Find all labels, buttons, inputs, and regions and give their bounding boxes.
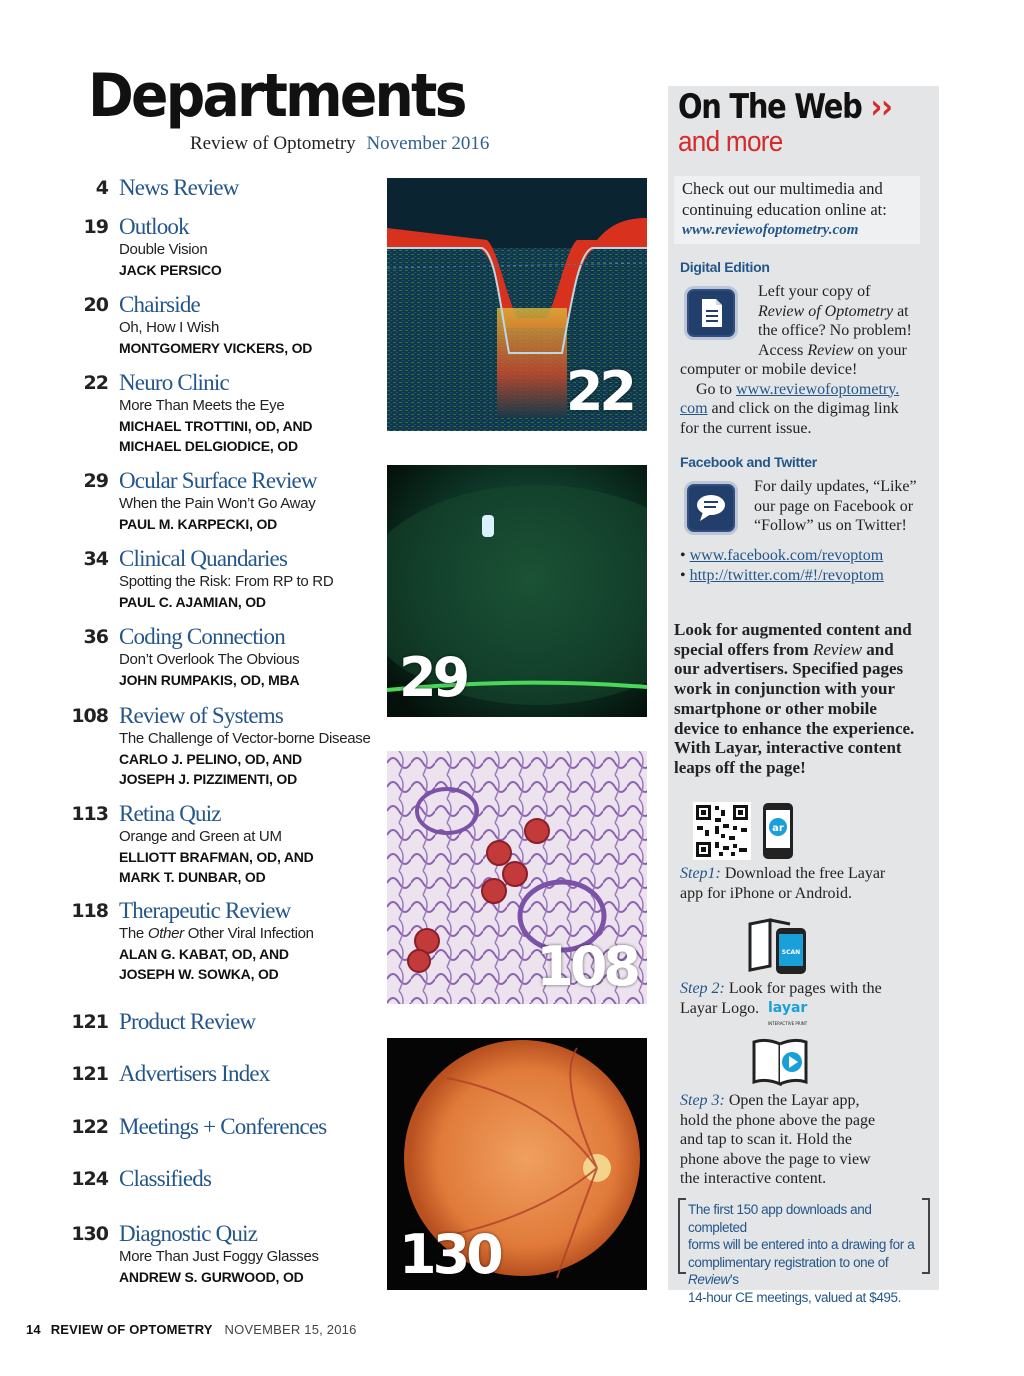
toc-page-number: 36	[83, 626, 108, 648]
magazine-name: Review of Optometry	[190, 133, 356, 154]
photo-page-label: 29	[399, 646, 467, 709]
toc-title[interactable]: Product Review	[119, 1009, 256, 1034]
smartphone-icon	[762, 802, 794, 865]
toc-title[interactable]: Retina Quiz	[119, 801, 221, 826]
toc-title[interactable]: Outlook	[119, 214, 189, 239]
document-icon-glyph	[687, 289, 735, 337]
qr-code-icon[interactable]	[693, 802, 751, 865]
toc-description: Double Vision	[119, 241, 208, 258]
step-text: Look for pages with the	[724, 980, 882, 997]
step-line	[680, 864, 885, 884]
digital-edition-text-part: Access	[758, 341, 808, 359]
augmented-content-text	[674, 620, 938, 778]
digital-edition-line: for the current issue.	[680, 419, 812, 437]
toc-page-number: 29	[83, 470, 108, 492]
promo-box	[678, 1198, 930, 1305]
multimedia-text-line: Check out our multimedia and	[682, 179, 883, 198]
toc-title[interactable]: Therapeutic Review	[119, 898, 291, 923]
toc-author: JOSEPH J. PIZZIMENTI, OD	[119, 771, 298, 787]
photo-ocular-surface[interactable]	[387, 465, 647, 717]
sidebar-subtitle: and more	[678, 126, 783, 158]
toc-title[interactable]: Diagnostic Quiz	[119, 1221, 258, 1246]
promo-text	[688, 1201, 920, 1306]
toc-title[interactable]: News Review	[119, 175, 239, 200]
twitter-link-row: • http://twitter.com/#!/revoptom	[680, 566, 884, 584]
augmented-text-line: work in conjunction with your	[674, 679, 896, 699]
toc-page-number: 113	[71, 803, 108, 825]
social-links	[680, 546, 884, 585]
footer-magazine: REVIEW OF OPTOMETRY	[50, 1322, 213, 1337]
multimedia-text	[682, 178, 887, 220]
step-label: Step1:	[680, 865, 721, 882]
toc-author: MICHAEL TROTTINI, OD, AND	[119, 418, 313, 434]
magazine-name-emphasis: Review	[807, 341, 854, 359]
toc-page-number: 34	[83, 548, 108, 570]
magazine-name-emphasis: Review of Optometry	[758, 302, 894, 320]
toc-title[interactable]: Chairside	[119, 292, 200, 317]
photo-page-label: 108	[536, 935, 637, 998]
chevron-right-icon: ››	[870, 87, 892, 127]
augmented-text-line: leaps off the page!	[674, 757, 806, 777]
footer-date: NOVEMBER 15, 2016	[224, 1322, 357, 1337]
toc-author: ELLIOTT BRAFMAN, OD, AND	[119, 849, 314, 865]
digital-edition-line	[758, 341, 912, 361]
multimedia-box	[674, 176, 920, 244]
toc-description-part: Other Viral Infection	[183, 925, 314, 942]
footer-page-number: 14	[26, 1322, 41, 1337]
toc-description: Don’t Overlook The Obvious	[119, 651, 300, 668]
toc-page-number: 121	[71, 1011, 108, 1033]
toc-page-number: 19	[83, 216, 108, 238]
digital-edition-text-cont	[680, 360, 930, 438]
website-link[interactable]: www.reviewofoptometry.com	[682, 222, 859, 238]
step-label: Step 2:	[680, 980, 725, 997]
layar-logo-glyph	[768, 998, 814, 1026]
step-line: and tap to scan it. Hold the	[680, 1131, 852, 1149]
step-line: the interactive content.	[680, 1170, 827, 1188]
photo-page-label: 22	[565, 360, 633, 423]
page-footer	[26, 1322, 357, 1337]
toc-description: Orange and Green at UM	[119, 828, 282, 845]
digital-edition-line	[680, 399, 930, 419]
step-line: phone above the page to view	[680, 1150, 871, 1168]
toc-author: MICHAEL DELGIODICE, OD	[119, 438, 298, 454]
scan-book-icon	[748, 918, 812, 981]
toc-description: More Than Just Foggy Glasses	[119, 1248, 319, 1265]
toc-title[interactable]: Clinical Quandaries	[119, 546, 288, 571]
social-text-line: our page on Facebook or	[754, 497, 914, 515]
digital-edition-text-part: Go to	[696, 380, 736, 398]
qr-code-glyph	[693, 802, 751, 860]
smartphone-glyph	[762, 802, 794, 860]
digimag-link[interactable]: www.reviewofoptometry.	[736, 380, 900, 398]
social-text	[754, 477, 917, 536]
multimedia-text-line: continuing education online at:	[682, 200, 887, 219]
chat-bubble-icon-glyph	[687, 484, 735, 532]
toc-author: ANDREW S. GURWOOD, OD	[119, 1269, 304, 1285]
magazine-name-emphasis: Review	[688, 1272, 730, 1287]
augmented-text-line: With Layar, interactive content	[674, 738, 902, 758]
toc-description: Spotting the Risk: From RP to RD	[119, 573, 334, 590]
social-text-line: For daily updates, “Like”	[754, 478, 917, 495]
digital-edition-text-part: and click on the digimag link	[707, 400, 899, 418]
svg-text:ar: ar	[772, 823, 784, 834]
photo-oct-scan[interactable]	[387, 178, 647, 431]
step-line	[680, 1091, 875, 1111]
toc-page-number: 122	[71, 1116, 108, 1138]
social-text-line: “Follow” us on Twitter!	[754, 517, 907, 535]
promo-line: forms will be entered into a drawing for a	[688, 1237, 915, 1252]
toc-page-number: 108	[71, 705, 108, 727]
layar-logo-text: layar	[768, 1000, 808, 1016]
on-the-web-sidebar	[668, 86, 939, 1305]
augmented-text-line: device to enhance the experience.	[674, 718, 915, 738]
toc-page-number: 124	[71, 1168, 108, 1190]
play-book-glyph	[752, 1036, 810, 1088]
augmented-text-line	[674, 640, 938, 660]
toc-page-number: 121	[71, 1063, 108, 1085]
digital-edition-line: computer or mobile device!	[680, 361, 858, 378]
digital-edition-line	[680, 380, 930, 400]
promo-text-part: ’s	[729, 1272, 739, 1287]
toc-author: ALAN G. KABAT, OD, AND	[119, 946, 289, 962]
scan-label: SCAN	[781, 949, 801, 956]
toc-author: JOHN RUMPAKIS, OD, MBA	[119, 672, 300, 688]
toc-title[interactable]: Meetings + Conferences	[119, 1114, 327, 1139]
scan-book-glyph	[748, 918, 812, 976]
facebook-link[interactable]: www.facebook.com/revoptom	[689, 547, 884, 564]
sidebar-title	[678, 87, 892, 127]
photo-page-label: 130	[399, 1223, 500, 1286]
bracket-right	[922, 1198, 930, 1274]
toc-author: PAUL M. KARPECKI, OD	[119, 516, 278, 532]
digital-edition-text	[758, 282, 912, 360]
document-icon	[684, 286, 738, 340]
step-3	[680, 1091, 875, 1189]
step-line: app for iPhone or Android.	[680, 884, 852, 902]
bracket-left	[678, 1198, 686, 1274]
toc-page-number: 130	[71, 1223, 108, 1245]
magazine-name-emphasis: Review	[812, 639, 863, 659]
step-line: hold the phone above the page	[680, 1111, 876, 1129]
augmented-text-line: Look for augmented content and	[674, 620, 912, 639]
toc-page-number: 22	[83, 372, 108, 394]
step-text: Download the free Layar	[720, 865, 886, 882]
augmented-text-line: our advertisers. Specified pages	[674, 659, 904, 679]
toc-title[interactable]: Advertisers Index	[119, 1061, 270, 1086]
digital-edition-text-part: on your	[853, 341, 907, 359]
layar-logo	[768, 998, 814, 1031]
play-book-icon	[752, 1036, 810, 1093]
step-text: Open the Layar app,	[724, 1092, 860, 1109]
toc-page-number: 4	[95, 177, 108, 199]
digimag-link-cont[interactable]: com	[680, 400, 708, 418]
toc-description-part: The	[119, 925, 148, 942]
photo-virus-micrograph[interactable]	[387, 751, 647, 1004]
issue-date: November 2016	[366, 133, 490, 154]
step-text: Layar Logo.	[680, 999, 760, 1017]
page-subtitle	[190, 133, 489, 155]
step-1	[680, 864, 885, 903]
toc-page-number: 118	[71, 900, 108, 922]
toc-description-emphasis: Other	[147, 925, 184, 942]
facebook-link-row: • www.facebook.com/revoptom	[680, 547, 884, 564]
step-label: Step 3:	[680, 1092, 725, 1109]
chat-bubble-icon	[684, 481, 738, 535]
digital-edition-line: the office? No problem!	[758, 322, 912, 340]
promo-text-part: complimentary registration to one of	[688, 1254, 889, 1270]
toc-author: CARLO J. PELINO, OD, AND	[119, 751, 302, 767]
digital-edition-text-part: at	[893, 302, 909, 320]
augmented-text-line: smartphone or other mobile	[674, 698, 877, 718]
augmented-text-part: special offers from	[674, 639, 813, 659]
toc-title[interactable]: Ocular Surface Review	[119, 468, 317, 493]
promo-line: The first 150 app downloads and completed	[688, 1202, 872, 1235]
toc-author: JACK PERSICO	[119, 262, 222, 278]
promo-line: 14-hour CE meetings, valued at $495.	[688, 1289, 901, 1305]
step-line	[680, 979, 882, 999]
page-title: Departments	[88, 61, 465, 131]
toc-author: MARK T. DUNBAR, OD	[119, 869, 266, 885]
toc-author: JOSEPH W. SOWKA, OD	[119, 966, 279, 982]
toc-title[interactable]: Review of Systems	[119, 703, 283, 728]
toc-page-number: 20	[83, 294, 108, 316]
digital-edition-heading: Digital Edition	[680, 259, 770, 275]
augmented-text-part: and	[862, 639, 894, 659]
toc-description	[119, 924, 389, 944]
toc-description: When the Pain Won’t Go Away	[119, 495, 316, 512]
social-heading: Facebook and Twitter	[680, 454, 817, 470]
toc-description: More Than Meets the Eye	[119, 397, 285, 414]
toc-author: PAUL C. AJAMIAN, OD	[119, 594, 266, 610]
toc-description: The Challenge of Vector-borne Disease	[119, 730, 371, 747]
toc-title[interactable]: Neuro Clinic	[119, 370, 229, 395]
toc-description: Oh, How I Wish	[119, 319, 219, 336]
toc-title[interactable]: Classifieds	[119, 1166, 212, 1191]
digital-edition-line	[758, 302, 912, 322]
toc-author: MONTGOMERY VICKERS, OD	[119, 340, 313, 356]
toc-title[interactable]: Coding Connection	[119, 624, 285, 649]
photo-fundus[interactable]	[387, 1038, 647, 1290]
digital-edition-line: Left your copy of	[758, 283, 871, 300]
twitter-link[interactable]: http://twitter.com/#!/revoptom	[689, 566, 884, 584]
layar-logo-subtext: INTERACTIVE PRINT	[768, 1021, 808, 1026]
promo-line	[688, 1254, 920, 1289]
sidebar-title-text: On The Web	[678, 87, 862, 127]
